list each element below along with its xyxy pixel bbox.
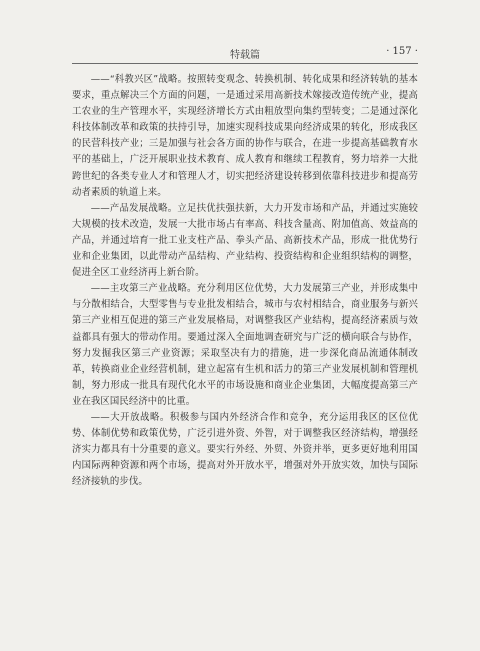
header-divider xyxy=(72,63,418,64)
page-number: · 157 · xyxy=(386,46,418,57)
paragraph-product-development-strategy: ——产品发展战略。立足扶优扶强扶新，大力开发市场和产品，并通过实施较大规模的技术改造，发展一大批市场占有率高、科技含量高、附加值高、效益高的产品，并通过培育一批工业支柱产品、拳头产品、高新技术产品，形成一批优势行业和企业集团，以此带动产品结构、产业结构、投资结构和企业组织结构的调整，促进全区工业经济再上新台阶。 xyxy=(72,202,418,279)
section-title: 特载篇 xyxy=(230,50,260,61)
paragraph-science-education-strategy: ——“科教兴区”战略。按照转变观念、转换机制、转化成果和经济转轨的基本要求，重点解决三个方面的问题，一是通过采用高新技术嫁接改造传统产业，提高工农业的生产管理水平，实现经济增长方式由粗放型向集约型转变；二是通过深化科技体制改革和政策的扶持引导，加速实现科技成果向经济成果的转化，形成我区的民营科技产业；三是加强与社会各方面的协作与联合，在进一步提高基础教育水平的基础上，广泛开展职业技术教育、成人教育和继续工程教育，努力培养一大批跨世纪的各类专业人才和管理人才，切实把经济建设转移到依靠科技进步和提高劳动者素质的轨道上来。 xyxy=(72,74,418,198)
page-header xyxy=(72,46,418,64)
body-text xyxy=(72,72,418,490)
paragraph-tertiary-industry-strategy: ——主攻第三产业战略。充分利用区位优势，大力发展第三产业，并形成集中与分散相结合，大型零售与专业批发相结合，城市与农村相结合，商业服务与新兴第三产业相互促进的第三产业发展格局，对调整我区产业结构，提高经济素质与效益都具有强大的带动作用。要通过深入全面地调查研究与广泛的横向联合与协作，努力发掘我区第三产业资源；采取坚决有力的措施，进一步深化商品流通体制改革，转换商业企业经营机制，建立起富有生机和活力的第三产业发展机制和管理机制，努力形成一批具有现代化水平的市场设施和商业企业集团，大幅度提高第三产业在我区国民经济中的比重。 xyxy=(72,283,418,407)
paragraph-opening-up-strategy: ——大开放战略。积极参与国内外经济合作和竞争，充分运用我区的区位优势、体制优势和政策优势，广泛引进外资、外智，对于调整我区经济结构，增强经济实力都具有十分重要的意义。要实行外经、外贸、外资并举，更多更好地利用国内国际两种资源和两个市场，提高对外开放水平，增强对外开放实效，加快与国际经济接轨的步伐。 xyxy=(72,411,418,488)
